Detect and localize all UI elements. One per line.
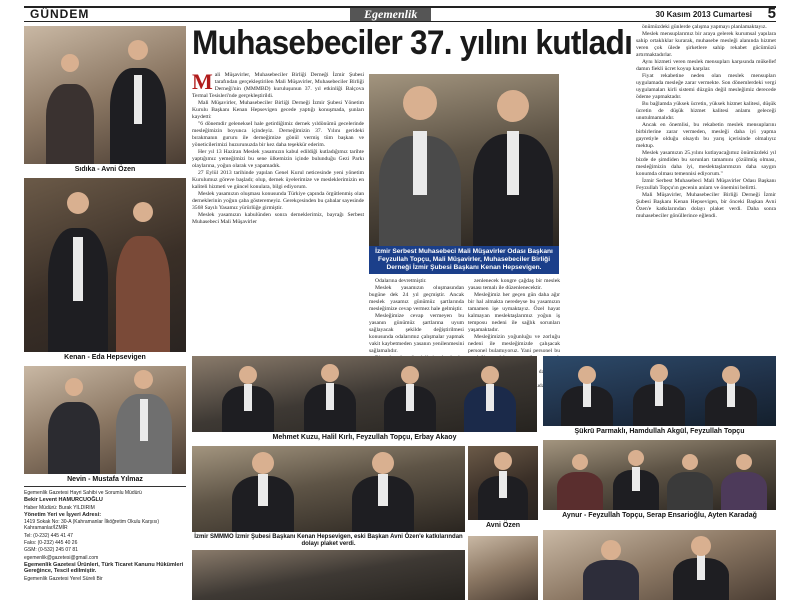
article-column-2 xyxy=(369,278,464,354)
photo-bottom-group-1 xyxy=(192,550,465,600)
article-paragraph: Mesleğimizin yoğunluğu ve zorluğu nedeni ile mesleğimizde çalışacak personel bulamıyoruz. Yani personel bu xyxy=(468,334,560,354)
imprint-box xyxy=(24,486,186,600)
article-paragraph: "6 dönemdir gelenekseI hale getirdiğimiz dernek yıldönümü gecelerinde mesleğimizin boyunca içindeyiz. Derneğimizin 37. Yılını gerideki bırakmanın gururu ile derneğimize gönül vermiş tüm başkan ve yöneticilerimizi huzurunuzda bir kez daha teşekkür ederim. xyxy=(192,121,364,148)
caption-kuzu-kirli: Mehmet Kuzu, Halil Kırlı, Feyzullah Topçu, Erbay Akaoy xyxy=(272,434,457,441)
issue-date: 30 Kasım 2013 Cumartesi xyxy=(655,10,752,19)
caption-aynur-topcu: Aynur - Feyzullah Topçu, Serap Ensarioğlu, Ayten Karadağ xyxy=(562,512,757,519)
photo-plaque-ceremony xyxy=(192,446,465,532)
article-paragraph: Bu bağlamda yüksek ücretin, yüksek hizmet kalitesi, düşük ücretin de düşük hizmet kalitesi anlamı geleceği unutulmamalıdır. xyxy=(636,101,776,121)
headline: Muhasebeciler 37. yılını kutladı xyxy=(192,24,633,62)
photo-kuzu-kirli-topcu-akaoy xyxy=(192,356,537,432)
imprint-line: Egemenlik Gazetesi Hayri Sahibi ve Sorumlu Müdürü xyxy=(24,490,142,496)
photo-bottom-right xyxy=(543,530,776,600)
imprint-line: Egemenlik Gazetesi Yerel Süreli Bir xyxy=(24,575,103,582)
page-number: 5 xyxy=(767,5,776,22)
article-paragraph: Mesleğimiz her geçen gün daha ağır bir hal almakta neredeyse bu yasamızın tamamen işe uymaktayız. Özel hayat kalmayan meslektaşlarımız yoğun iş temposu nedeni ile sağlık sorunları yaşamaktadır. xyxy=(468,292,560,333)
caption-kenan-eda: Kenan - Eda Hepsevigen xyxy=(64,354,146,361)
article-paragraph: Her yıl 13 Haziran Meslek yasamızın kabul edildiği kutladığımız tarihte yaptığımız yemeğimizi bu sene ülkemizin içinde bulunduğu Gezi Parkı olaylarına, yoğun olarak ve yapamadık. xyxy=(192,149,364,169)
article-column-1: Mali Müşavirler, Muhasebeciler Birliği Derneği İzmir Şubesi tarafından gerçekleştirilen Mali Müşavirler, Muhasebeciler Birliği Derneği'nin (MMMBD) kuruluşunun 37. yıl etkinliği Balçova Termal Tesisleri'nde gerçekleştirildi. Mali Müşavirler, Muhasebeciler Birliği Derneği İzmir Şubesi Yönetim Kurulu Başkanı Kenan Hepsevigen gecede yaptığı konuşmada, şunları kaydetti: "6 dönemdir gelenekseI hale getirdiğimiz dernek yıldönümü gecelerinde mesleğimizin boyunca içindeyiz. Derneğimizin 37. Yılını gerideki bırakmanın gururu ile derneğimize gönül vermiş tüm başkan ve yöneticilerimizi huzurunuzda bir kez daha teşekkür ederim. Her yıl 13 Haziran Meslek yasamızın kabul edildiği kutladığımız tarihte yaptığımız yemeğimizi bu sene ülkemizin içinde bulunduğu Gezi Parkı olaylarına, yoğun olarak ve yapamadık. 27 Eylül 2013 tarihinde yapılan Genel Kurul neticesinde yeni yönetim Kurulumuz göreve başladı; olup, dernek üyelerimize ve mesleklerimizin en kaliteli hizmeti ve güncel konulara, bilgi ediyorum. Meslek yasamızın oluşması konusunda Türkiye çapında örgütlenmiş olan derneklerinin yoğun çaba gösteremeyiz. Gerekçesinden bu çabalar sayesinde 3568 Sayılı Yasamız yürürlüğe girmiştir. Meslek yasamızın kabulünden sonra derneklerimiz, bayrağı Serbest Muhasebeci Mali Müşavirler xyxy=(192,69,364,225)
article-paragraph: Mali Müşavirler, Muhasebeciler Birliği Derneği İzmir Şubesi Yönetim Kurulu Başkanı Kenan Hepsevigen gecede yaptığı konuşmada, şunları kaydetti: xyxy=(192,100,364,120)
article-paragraph: Mali Müşavirler, Muhasebeciler Birliği Derneği İzmir Şubesi Başkanı Kenan Hepsevigen, bir önceki Başkan Avni Özen'e katkılarından dolayı plaket verdi. Daha sonra muhasebeciler gönüllerince eğlendi. xyxy=(636,192,776,219)
photo-parmakli-akgul-topcu xyxy=(543,356,776,426)
caption-plaque: İzmir SMMMO İzmir Şubesi Başkanı Kenan Hepsevigen, eski Başkan Avni Özen'e katkılarından dolayı plaket verdi. xyxy=(194,534,463,547)
article-paragraph: Fiyat rekabetine neden olan meslek mensupları uygulamada mesleğe zarar vermekte. Son dönemlerdeki vergi uygulamaları kirli sistemi düzgün değil mesleğimiz derecede ödeme yapmaktadır. xyxy=(636,73,776,100)
article-paragraph: Mesleğimize cevap vermeyen bu yasanın günümüz şartlarına uyum sağlayacak şekilde değiştirilmesi konusunda odalarımız çalışmalar yapmak vakit kaybetmeden yasanın yenilenmesini sağlamalıdır. xyxy=(369,313,464,354)
imprint-gsm: GSM: (0-532) 245 07 81 xyxy=(24,547,78,554)
photo-nevin-mustafa-yilmaz xyxy=(24,366,186,474)
imprint-address-title: Yönetim Yeri ve İşyeri Adresi: xyxy=(24,511,102,518)
caption-sidika-avni: Sıdıka - Avni Özen xyxy=(74,166,136,173)
newspaper-page xyxy=(24,0,776,600)
article-paragraph: Meslek yasamızın oluşmasından bugüne dek 24 yıl geçmiştir. Ancak meslek yasamız günümüz şartlarında mesleğimize cevap vermez hale gelmiştir. xyxy=(369,285,464,312)
article-paragraph: 27 Eylül 2013 tarihinde yapılan Genel Kurul neticesinde yeni yönetim Kurulumuz göreve başladı; olup, dernek üyelerimize ve mesleklerimizin en kaliteli hizmeti ve güncel konulara, bilgi ediyorum. xyxy=(192,170,364,190)
article-column-3 xyxy=(468,278,560,354)
article-paragraph: zenlenecek kongre çağdaş bir meslek yasası temalı ile düzenlenecektir. xyxy=(468,278,560,291)
article-paragraph: Aynı hizmeti veren meslek mensupları karşısında mükellef damın fiekli ücret koyup karşılar. xyxy=(636,59,776,72)
photo-kenan-eda-hepsevigen xyxy=(24,178,186,352)
article-paragraph: önümüzdeki günlerde çalışma yapmayı planlamaktayız. xyxy=(642,24,767,30)
photo-avni-ozen xyxy=(468,446,538,520)
caption-avni-ozen: Avni Özen xyxy=(486,522,520,529)
imprint-phone: Tel: (0-232) 445 41 47 xyxy=(24,532,73,539)
article-paragraph: Meslek yasamızın oluşması konusunda Türkiye çapında örgütlenmiş olan derneklerinin yoğun çaba gösteremeyiz. Gerekçesinden bu çabalar sayesinde 3568 Sayılı Yasamız yürürlüğe girmiştir. xyxy=(192,191,364,211)
imprint-fax: Faks: (0-232) 445 40 26 xyxy=(24,540,78,547)
article-paragraph: Odalarına devretmiştir. xyxy=(375,278,427,284)
photo-topcu-ensarioglu-karadag xyxy=(543,440,776,510)
caption-parmakli: Şükrü Parmaklı, Hamdullah Akgül, Feyzullah Topçu xyxy=(574,428,745,435)
article-paragraph: ali Müşavirler, Muhasebeciler Birliği Derneği İzmir Şubesi tarafından gerçekleştirilen Mali Müşavirler, Muhasebeciler Birliği Derneği'nin (MMMBD) kuruluşunun 37. yıl etkinliği Balçova Termal Tesisleri'nde gerçekleştirildi. xyxy=(192,72,364,99)
imprint-line: Haber Müdürü: Burak YILDIRIM xyxy=(24,504,95,511)
masthead-logo: Egemenlik xyxy=(350,8,431,21)
photo-topcu-hepsevigen xyxy=(369,74,559,246)
photo-sidika-avni-ozen xyxy=(24,26,186,164)
main-photo-caption: İzmir Serbest Muhasebeci Mali Müşavirler Odası Başkanı Feyzullah Topçu, Mali Müşavirler, Muhasebeciler Birliği Derneği İzmir Şubesi Başkanı Kenan Hepsevigen. xyxy=(369,246,559,274)
caption-nevin-mustafa: Nevin - Mustafa Yılmaz xyxy=(67,476,143,483)
imprint-email: egemenlik@gazetesi@gmail.com xyxy=(24,554,99,561)
section-label: GÜNDEM xyxy=(24,8,95,21)
article-paragraph: Meslek mensuplarımız bir araya gelerek kurumsal yapılara sahip ortaklıklar kurarak, muhasebe mesleği alanında hizmet veren çok ülede şirketlere sahip rekabet gücümüzü artırmaktadırlar. xyxy=(636,31,776,58)
photo-bottom-group-2 xyxy=(468,536,538,600)
article-paragraph: Ancak en önemlisi, bu rekabetin meslek mensuplarını birbirlerine zarar vermeden, mesleği daha iyi yapma gayretiyle olduğu olsaydı bu yarış içerisinde olmalıyız mektup. xyxy=(636,122,776,149)
article-paragraph: İzmir Serbest Muhasebeci Mali Müşavirler Odası Başkanı Feyzullah Topçu'ın gecenin anlam ve önemini belirtti. xyxy=(636,178,776,191)
page-header xyxy=(24,6,776,22)
imprint-line: 1419 Sokak No: 30-A (Kahramanlar İlköğretim Okulu Karşısı) Kahramanlar/İZMİR xyxy=(24,519,160,532)
article-paragraph: Meslek yasamızın 25.yılını kutlayacağımız önümüzdeki yıl bizde de şimdiden bu sorunları tamamını çözülmüş olması, mesleğimizin daha iyi, meslektaşlarımızın daha saygın konumda olması temennisi ediyorum." xyxy=(636,150,776,177)
article-column-4 xyxy=(564,24,776,354)
imprint-legal: Egemenlik Gazetesi Ürünleri, Türk Ticaret Kanunu Hükümleri Gereğince, Tescil edilmiştir. xyxy=(24,561,184,575)
imprint-publisher: Bekir Levent HAMURCUOĞLU xyxy=(24,497,103,504)
article-paragraph: Meslek yasamızın kabulünden sonra derneklerimiz, bayrağı Serbest Muhasebeci Mali Müşavirler xyxy=(192,212,364,225)
